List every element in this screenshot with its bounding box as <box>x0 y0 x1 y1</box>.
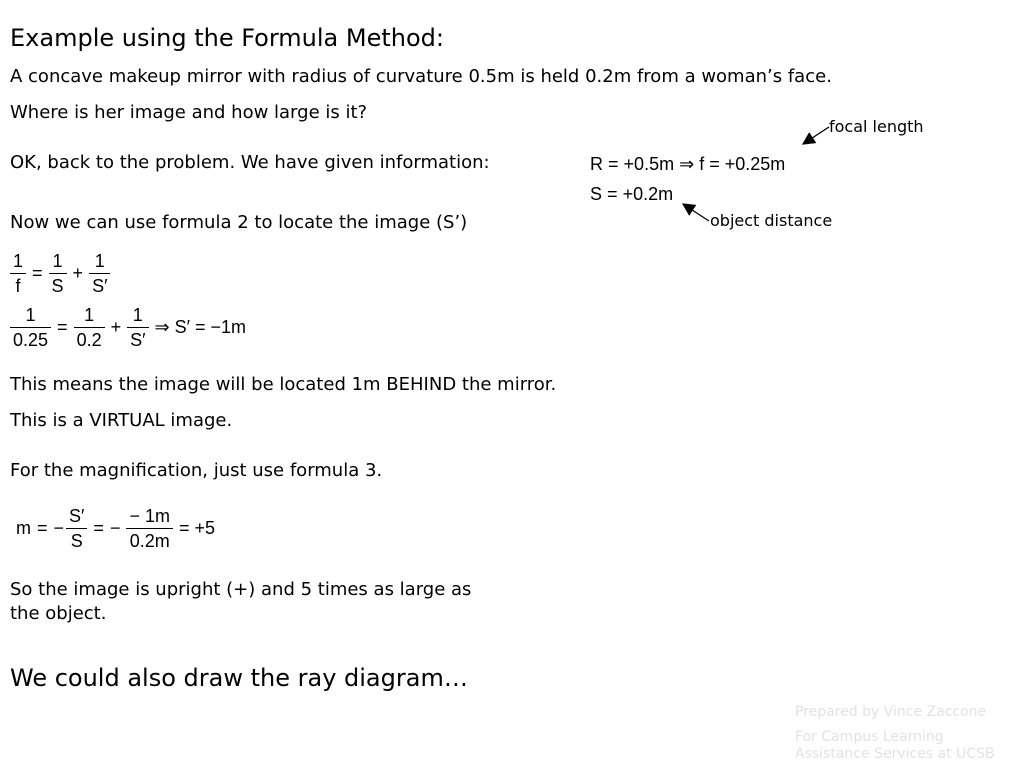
mirror-equation <box>10 249 110 298</box>
conclusion-line-2: the object. <box>10 603 107 624</box>
focal-length-annotation: focal length <box>829 117 924 136</box>
object-distance-annotation: object distance <box>710 211 833 230</box>
object-distance-arrow <box>683 204 709 221</box>
equals-sign: = <box>37 518 48 538</box>
fraction-one-over-f: $\frac{1}{f}$ <box>10 249 26 298</box>
slide-title: Example using the Formula Method: <box>10 24 444 52</box>
image-location-statement: This means the image will be located 1m BEHIND the mirror. <box>10 374 557 395</box>
fraction-one-over-025: $\frac{1}{0.25}$ <box>10 303 51 352</box>
problem-statement-line-1: A concave makeup mirror with radius of curvature 0.5m is held 0.2m from a woman’s face. <box>10 66 832 87</box>
object-distance-value: +0.2m <box>622 184 674 204</box>
minus-sign: − <box>109 518 121 538</box>
fraction-one-over-s-prime: $\frac{1}{S'}$ <box>127 303 148 352</box>
virtual-image-statement: This is a VIRTUAL image. <box>10 410 233 431</box>
minus-sign: − <box>53 518 65 538</box>
credit-author: Prepared by Vince Zaccone <box>795 704 987 720</box>
implies-arrow: ⇒ <box>679 154 695 174</box>
focal-value: +0.25m <box>724 154 786 174</box>
credit-organization: For Campus Learning Assistance Services at UCSB <box>795 729 995 762</box>
magnification-equation <box>16 504 221 553</box>
fraction-one-over-s-prime: $\frac{1}{S'}$ <box>89 249 110 298</box>
plus-sign: + <box>72 263 84 283</box>
equals-sign: = <box>709 154 720 174</box>
equals-sign: = <box>607 184 618 204</box>
image-distance-result: ⇒ S′ = −1m <box>154 317 246 337</box>
fraction-one-over-02: $\frac{1}{0.2}$ <box>74 303 105 352</box>
magnification-symbol: m <box>16 518 31 538</box>
given-info-intro: OK, back to the problem. We have given information: <box>10 152 490 173</box>
magnification-result: = +5 <box>178 518 216 538</box>
focal-length-arrow <box>803 127 829 144</box>
equals-sign: = <box>608 154 619 174</box>
conclusion-line-1: So the image is upright (+) and 5 times as large as <box>10 579 472 600</box>
magnification-intro: For the magnification, just use formula 3. <box>10 460 383 481</box>
formula-2-intro: Now we can use formula 2 to locate the image (S’) <box>10 212 468 233</box>
object-distance-symbol: S <box>590 184 603 204</box>
fraction-neg1m-over-02m: $\frac{- 1m}{0.2m}$ <box>126 504 173 553</box>
ray-diagram-note: We could also draw the ray diagram… <box>10 664 468 692</box>
fraction-s-prime-over-s: $\frac{S'}{S}$ <box>66 504 87 553</box>
radius-symbol: R <box>590 154 603 174</box>
fraction-one-over-s: $\frac{1}{S}$ <box>49 249 67 298</box>
equals-sign: = <box>93 518 104 538</box>
radius-value: +0.5m <box>623 154 675 174</box>
mirror-equation-substitution <box>10 303 252 352</box>
equals-sign: = <box>32 263 43 283</box>
focal-symbol: f <box>699 154 705 174</box>
equals-sign: = <box>57 317 68 337</box>
plus-sign: + <box>110 317 122 337</box>
problem-question: Where is her image and how large is it? <box>10 102 368 123</box>
